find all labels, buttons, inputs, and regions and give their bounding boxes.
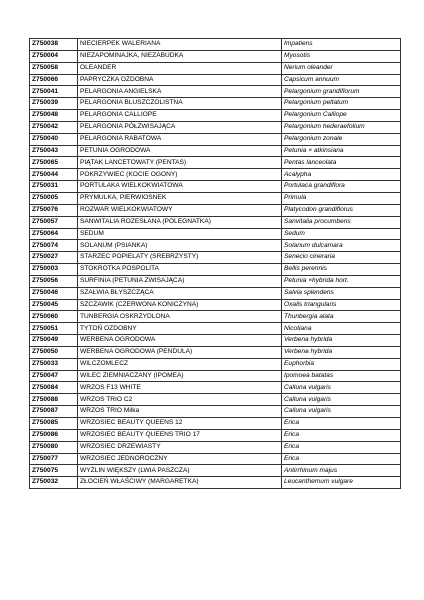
product-code-cell: Z750074 (30, 240, 78, 252)
product-code-cell: Z750087 (30, 406, 78, 418)
table-row (30, 39, 401, 51)
polish-name-cell: PELARGONIA RABATOWA (78, 133, 282, 145)
product-code-cell: Z750051 (30, 323, 78, 335)
polish-name-cell: TYTOŃ OZDOBNY (78, 323, 282, 335)
polish-name-cell: WILCZOMLECZ (78, 358, 282, 370)
latin-name-cell: Senecio cineraria (282, 252, 401, 264)
polish-name-cell: NIECIERPEK WALERIANA (78, 39, 282, 51)
latin-name-cell: Pelargonium hederaefolium (282, 121, 401, 133)
product-code-cell: Z750064 (30, 228, 78, 240)
polish-name-cell: SZAŁWIA BŁYSZCZĄCA (78, 287, 282, 299)
latin-name-cell: Impatiens (282, 39, 401, 51)
polish-name-cell: WRZOS F13 WHITE (78, 382, 282, 394)
polish-name-cell: SANWITALIA ROZESŁANA (POLEGNATKA) (78, 216, 282, 228)
table-row (30, 477, 401, 489)
latin-name-cell: Pelargonium grandiflorum (282, 86, 401, 98)
polish-name-cell: WRZOSIEC BEAUTY QUEENS 12 (78, 418, 282, 430)
table-row (30, 228, 401, 240)
latin-name-cell: Salvia splendens (282, 287, 401, 299)
product-code-cell: Z750043 (30, 145, 78, 157)
plants-table (29, 38, 401, 489)
table-row (30, 264, 401, 276)
latin-name-cell: Sanvitalia procumbens (282, 216, 401, 228)
polish-name-cell: OLEANDER (78, 62, 282, 74)
polish-name-cell: SEDUM (78, 228, 282, 240)
table-row (30, 441, 401, 453)
polish-name-cell: SZCZAWIK (CZERWONA KONICZYNA) (78, 299, 282, 311)
table-row (30, 465, 401, 477)
latin-name-cell: Antirrhinum majus (282, 465, 401, 477)
table-row (30, 192, 401, 204)
latin-name-cell: Myosotis (282, 50, 401, 62)
latin-name-cell: Acalypha (282, 169, 401, 181)
product-code-cell: Z750004 (30, 50, 78, 62)
product-code-cell: Z750075 (30, 465, 78, 477)
latin-name-cell: Pentas lanceolata (282, 157, 401, 169)
polish-name-cell: ROZWAR WIELKOKWIATOWY (78, 204, 282, 216)
latin-name-cell: Capsicum annuum (282, 74, 401, 86)
product-code-cell: Z750049 (30, 335, 78, 347)
polish-name-cell: STARZEC POPIELATY (SREBRZYSTY) (78, 252, 282, 264)
table-row (30, 323, 401, 335)
polish-name-cell: STOKROTKA POSPOLITA (78, 264, 282, 276)
table-row (30, 62, 401, 74)
table-row (30, 358, 401, 370)
latin-name-cell: Portulaca grandiflora (282, 181, 401, 193)
product-code-cell: Z750060 (30, 311, 78, 323)
polish-name-cell: WRZOSIEC JEDNOROCZNY (78, 453, 282, 465)
latin-name-cell: Verbena hybrida (282, 346, 401, 358)
polish-name-cell: WILEC ZIEMNIACZANY (IPOMEA) (78, 370, 282, 382)
latin-name-cell: Pelargonium zonale (282, 133, 401, 145)
latin-name-cell: Leucanthemum vulgare (282, 477, 401, 489)
product-code-cell: Z750056 (30, 275, 78, 287)
polish-name-cell: PORTULAKA WIELKOKWIATOWA (78, 181, 282, 193)
latin-name-cell: Euphorbia (282, 358, 401, 370)
polish-name-cell: WYŻLIN WIĘKSZY (LWIA PASZCZA) (78, 465, 282, 477)
polish-name-cell: WERBENA OGRODOWA (PENDULA) (78, 346, 282, 358)
product-code-cell: Z750038 (30, 39, 78, 51)
polish-name-cell: TUNBERGIA OSKRZYDLONA (78, 311, 282, 323)
product-code-cell: Z750058 (30, 62, 78, 74)
product-code-cell: Z750047 (30, 370, 78, 382)
product-code-cell: Z750033 (30, 358, 78, 370)
latin-name-cell: Thunbergia alata (282, 311, 401, 323)
product-code-cell: Z750003 (30, 264, 78, 276)
polish-name-cell: NIEZAPOMINAJKA, NIEZABUDKA (78, 50, 282, 62)
polish-name-cell: WRZOS TRIO Milka (78, 406, 282, 418)
table-row (30, 453, 401, 465)
polish-name-cell: POKRZYWIEC (KOCIE OGONY) (78, 169, 282, 181)
table-row (30, 394, 401, 406)
polish-name-cell: WERBENA OGRODOWA (78, 335, 282, 347)
latin-name-cell: Nicotiana (282, 323, 401, 335)
table-row (30, 335, 401, 347)
product-code-cell: Z750039 (30, 98, 78, 110)
table-row (30, 370, 401, 382)
product-code-cell: Z750027 (30, 252, 78, 264)
latin-name-cell: Pelargonium Calliope (282, 110, 401, 122)
table-row (30, 169, 401, 181)
table-row (30, 145, 401, 157)
polish-name-cell: PELARGONIA ANGIELSKA (78, 86, 282, 98)
product-code-cell: Z750032 (30, 477, 78, 489)
table-row (30, 110, 401, 122)
table-row (30, 86, 401, 98)
table-row (30, 275, 401, 287)
table-row (30, 252, 401, 264)
polish-name-cell: PETUNIA OGRODOWA (78, 145, 282, 157)
table-row (30, 299, 401, 311)
table-row (30, 406, 401, 418)
product-code-cell: Z750042 (30, 121, 78, 133)
product-code-cell: Z750040 (30, 133, 78, 145)
latin-name-cell: Primula (282, 192, 401, 204)
product-code-cell: Z750048 (30, 110, 78, 122)
product-code-cell: Z750031 (30, 181, 78, 193)
latin-name-cell: Erica (282, 429, 401, 441)
product-code-cell: Z750045 (30, 299, 78, 311)
polish-name-cell: PIĄTAK LANCETOWATY (PENTAS) (78, 157, 282, 169)
latin-name-cell: Solanum dulcamara (282, 240, 401, 252)
polish-name-cell: PELARGONIA PÓŁZWISAJĄCA (78, 121, 282, 133)
latin-name-cell: Erica (282, 453, 401, 465)
table-row (30, 181, 401, 193)
table-row (30, 240, 401, 252)
table-row (30, 98, 401, 110)
product-code-cell: Z750044 (30, 169, 78, 181)
latin-name-cell: Erica (282, 418, 401, 430)
latin-name-cell: Nerium oleander (282, 62, 401, 74)
latin-name-cell: Platycodon grandiflorus (282, 204, 401, 216)
latin-name-cell: Bellis perennis (282, 264, 401, 276)
table-row (30, 157, 401, 169)
latin-name-cell: Pelargonium peltatum (282, 98, 401, 110)
table-row (30, 133, 401, 145)
table-row (30, 74, 401, 86)
latin-name-cell: Ipomoea batatas (282, 370, 401, 382)
latin-name-cell: Calluna vulgaris (282, 394, 401, 406)
polish-name-cell: SOLANUM (PSIANKA) (78, 240, 282, 252)
table-row (30, 216, 401, 228)
latin-name-cell: Verbena hybrida (282, 335, 401, 347)
latin-name-cell: Sedum (282, 228, 401, 240)
product-code-cell: Z750050 (30, 346, 78, 358)
latin-name-cell: Petunia ×hybrida hort. (282, 275, 401, 287)
table-row (30, 382, 401, 394)
product-code-cell: Z750076 (30, 204, 78, 216)
product-code-cell: Z750065 (30, 157, 78, 169)
product-code-cell: Z750085 (30, 418, 78, 430)
table-row (30, 121, 401, 133)
table-row (30, 50, 401, 62)
product-code-cell: Z750086 (30, 429, 78, 441)
product-code-cell: Z750046 (30, 287, 78, 299)
plants-table-body (30, 39, 401, 489)
table-row (30, 204, 401, 216)
latin-name-cell: Calluna vulgaris (282, 382, 401, 394)
latin-name-cell: Calluna vulgaris (282, 406, 401, 418)
polish-name-cell: SURFINIA (PETUNIA ZWISAJĄCA) (78, 275, 282, 287)
polish-name-cell: ZŁOCIEŃ WŁAŚCIWY (MARGARETKA) (78, 477, 282, 489)
polish-name-cell: WRZOS TRIO C2 (78, 394, 282, 406)
polish-name-cell: PAPRYCZKA OZDOBNA (78, 74, 282, 86)
latin-name-cell: Petunia × atkinsiana (282, 145, 401, 157)
polish-name-cell: PELARGONIA CALLIOPE (78, 110, 282, 122)
product-code-cell: Z750041 (30, 86, 78, 98)
polish-name-cell: PELARGONIA BLUSZCZOLISTNA (78, 98, 282, 110)
product-code-cell: Z750066 (30, 74, 78, 86)
product-code-cell: Z750080 (30, 441, 78, 453)
polish-name-cell: PRYMULKA, PIERWIOSNEK (78, 192, 282, 204)
table-row (30, 287, 401, 299)
table-row (30, 346, 401, 358)
polish-name-cell: WRZOSIEC BEAUTY QUEENS TRIO 17 (78, 429, 282, 441)
latin-name-cell: Erica (282, 441, 401, 453)
table-row (30, 311, 401, 323)
product-code-cell: Z750005 (30, 192, 78, 204)
product-code-cell: Z750077 (30, 453, 78, 465)
table-row (30, 429, 401, 441)
product-code-cell: Z750088 (30, 394, 78, 406)
latin-name-cell: Oxalis triangularis (282, 299, 401, 311)
polish-name-cell: WRZOSIEC DRZEWIASTY (78, 441, 282, 453)
table-row (30, 418, 401, 430)
product-code-cell: Z750057 (30, 216, 78, 228)
product-code-cell: Z750084 (30, 382, 78, 394)
